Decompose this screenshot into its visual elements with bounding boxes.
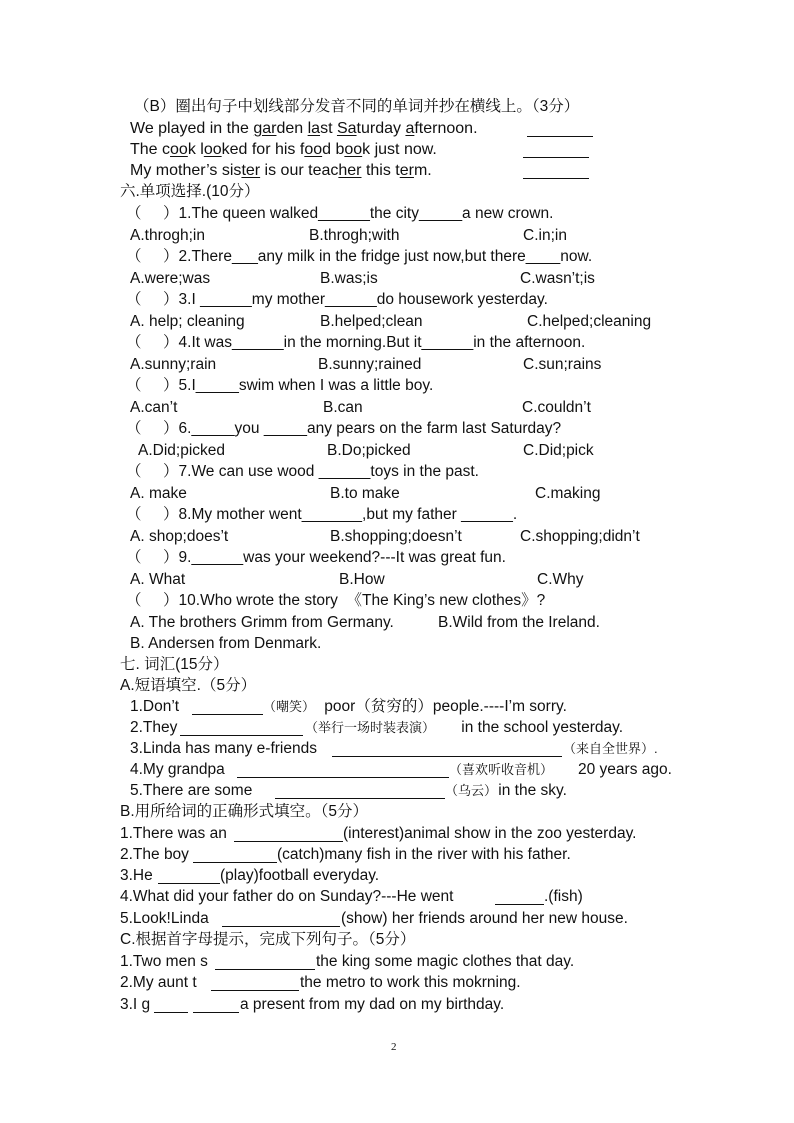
phrase-3-blank[interactable] [332,756,562,757]
form-5-blank[interactable] [222,926,340,927]
form-1-blank[interactable] [234,841,343,842]
q9-option-b: B.How [339,571,385,588]
form-2: 2.The boy [120,846,189,863]
q10-option-b: B.Wild from the Ireland. [438,614,600,631]
initial-2-blank[interactable] [211,990,299,991]
section-b-heading: （B）圈出句子中划线部分发音不同的单词并抄在横线上。（3分） [134,98,580,115]
initial-1-post: the king some magic clothes that day. [316,953,575,970]
q2-option-b: B.was;is [320,270,378,287]
part-b-heading: B.用所给词的正确形式填空。（5分） [120,803,369,820]
initial-1: 1.Two men s [120,953,208,970]
phrase-2-post: in the school yesterday. [457,719,623,736]
phrase-3-hint: （来自全世界）. [563,741,658,756]
phrase-4-post: 20 years ago. [578,761,672,778]
q9-option-c: C.Why [537,571,584,588]
answer-blank-2[interactable] [523,157,589,158]
form-4: 4.What did your father do on Sunday?---He went [120,888,454,905]
phrase-1-post: poor（贫穷的）people.----I’m sorry. [320,698,567,715]
q7-option-b: B.to make [330,485,400,502]
q7-option-c: C.making [535,485,601,502]
q5-option-c: C.couldn’t [522,399,591,416]
q10-option-extra: B. Andersen from Denmark. [130,635,322,652]
phrase-3: 3.Linda has many e-friends [130,740,317,757]
form-1-post: (interest)animal show in the zoo yesterday. [343,825,637,842]
q6-option-a: A.Did;picked [138,442,226,459]
question-7: （ ）7.We can use wood ______toys in the past. [126,463,479,480]
phonics-sentence-3: My mother’s sister is our teacher this term. [130,162,432,179]
answer-blank-1[interactable] [527,136,593,137]
initial-3-post: a present from my dad on my birthday. [240,996,505,1013]
q3-option-c: C.helped;cleaning [527,313,652,330]
q8-option-c: C.shopping;didn’t [520,528,640,545]
answer-blank-3[interactable] [523,178,589,179]
phrase-2-hint: （举行一场时装表演） [305,720,436,735]
form-3-post: (play)football everyday. [220,867,380,884]
q6-option-b: B.Do;picked [327,442,411,459]
question-2: （ ）2.There___any milk in the fridge just now,but there____now. [126,248,593,265]
q10-option-a: A. The brothers Grimm from Germany. [130,614,394,631]
question-8: （ ）8.My mother went_______,but my father ______. [126,506,518,523]
phrase-4: 4.My grandpa [130,761,225,778]
section-7-heading: 七. 词汇(15分） [120,656,229,673]
phrase-5-post: in the sky. [494,782,567,799]
question-3: （ ）3.I ______my mother______do housework yesterday. [126,291,548,308]
q4-option-a: A.sunny;rain [130,356,217,373]
q9-option-a: A. What [130,571,186,588]
form-1: 1.There was an [120,825,227,842]
phrase-5-blank[interactable] [275,798,445,799]
question-10: （ ）10.Who wrote the story 《The King’s new clothes》? [126,592,546,609]
question-1: （ ）1.The queen walked______the city_____a new crown. [126,205,554,222]
form-2-blank[interactable] [193,862,277,863]
q4-option-b: B.sunny;rained [318,356,422,373]
q1-option-c: C.in;in [523,227,567,244]
initial-1-blank[interactable] [215,969,315,970]
phonics-sentence-1: We played in the garden last Saturday afternoon. [130,120,478,137]
q1-option-b: B.throgh;with [309,227,400,244]
form-5-post: (show) her friends around her new house. [341,910,628,927]
section-6-heading: 六.单项选择.(10分） [120,183,260,200]
part-c-heading: C.根据首字母提示，完成下列句子。（5分） [120,931,416,948]
q4-option-c: C.sun;rains [523,356,602,373]
q5-option-a: A.can’t [130,399,178,416]
initial-3-blank-a[interactable] [154,1012,188,1013]
q7-option-a: A. make [130,485,187,502]
initial-3-blank-b[interactable] [193,1012,239,1013]
phrase-5-hint: （乌云） [445,783,498,798]
q5-option-b: B.can [323,399,363,416]
phrase-5: 5.There are some [130,782,253,799]
phrase-4-hint: （喜欢听收音机） [449,762,554,777]
question-9: （ ）9.______was your weekend?---It was great fun. [126,549,506,566]
form-5: 5.Look!Linda [120,910,214,927]
q3-option-a: A. help; cleaning [130,313,245,330]
question-6: （ ）6._____you _____any pears on the farm last Saturday? [126,420,562,437]
question-4: （ ）4.It was______in the morning.But it______in the afternoon. [126,334,586,351]
form-4-blank[interactable] [495,904,544,905]
q6-option-c: C.Did;pick [523,442,594,459]
phrase-1: 1.Don’t [130,698,184,715]
q1-option-a: A.throgh;in [130,227,205,244]
phonics-sentence-2: The cook looked for his food book just now. [130,141,437,158]
initial-2-post: the metro to work this mokrning. [300,974,521,991]
q2-option-c: C.wasn’t;is [520,270,595,287]
phrase-1-blank[interactable] [192,714,263,715]
q3-option-b: B.helped;clean [320,313,423,330]
form-4-post: .(fish) [544,888,583,905]
form-2-post: (catch)many fish in the river with his father. [277,846,571,863]
phrase-2-blank[interactable] [180,735,303,736]
q2-option-a: A.were;was [130,270,211,287]
q8-option-b: B.shopping;doesn’t [330,528,462,545]
initial-3: 3.I g [120,996,151,1013]
phrase-2: 2.They [130,719,178,736]
form-3: 3.He [120,867,153,884]
phrase-1-hint: （嘲笑） [263,699,316,714]
page-number: 2 [391,1041,397,1053]
part-a-heading: A.短语填空.（5分） [120,677,257,694]
initial-2: 2.My aunt t [120,974,197,991]
question-5: （ ）5.I_____swim when I was a little boy. [126,377,434,394]
q8-option-a: A. shop;does’t [130,528,229,545]
form-3-blank[interactable] [158,883,220,884]
phrase-4-blank[interactable] [237,777,449,778]
